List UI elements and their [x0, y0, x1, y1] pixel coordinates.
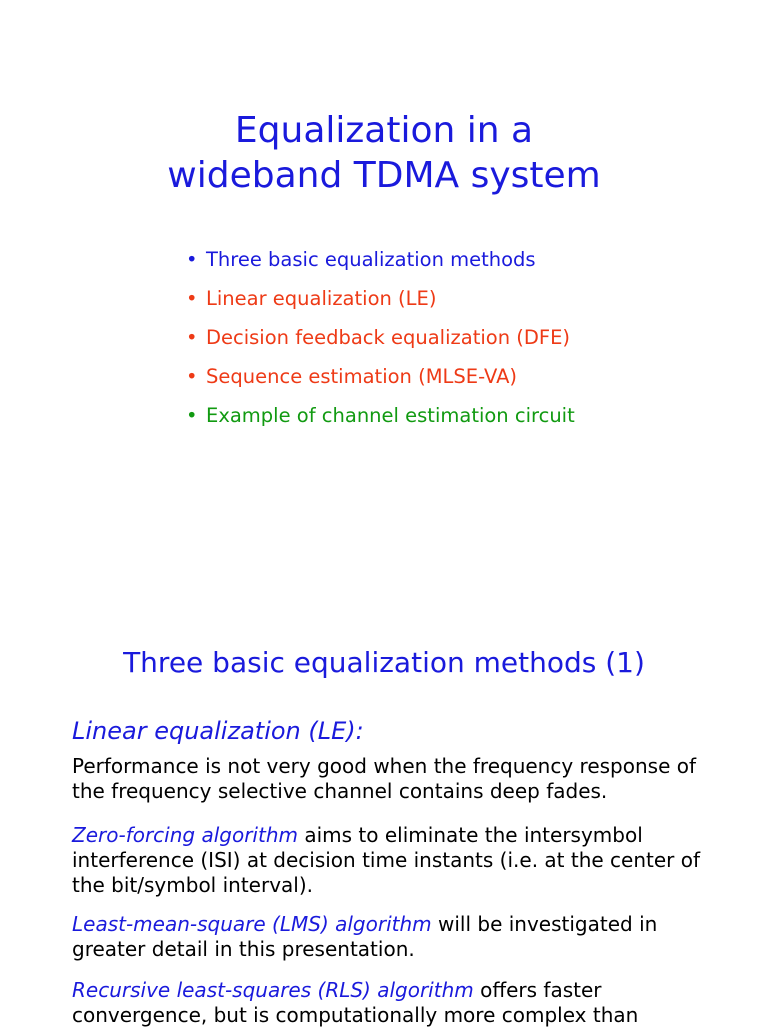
outline-item-le — [186, 285, 575, 324]
paragraph-zero-forcing — [72, 823, 732, 898]
bullet-icon: • — [186, 287, 198, 310]
outline-item-label: Sequence estimation (MLSE-VA) — [206, 365, 518, 388]
outline-item-label: Example of channel estimation circuit — [206, 404, 575, 427]
outline-item-dfe — [186, 324, 575, 363]
outline-item-channel-estimation — [186, 402, 575, 441]
paragraph-text: Performance is not very good when the frequency response of the frequency selective channel contains deep fades. — [72, 754, 697, 803]
slide-title-line-2: wideband TDMA system — [167, 155, 601, 196]
outline-item-label: Decision feedback equalization (DFE) — [206, 326, 571, 349]
outline-item-label: Linear equalization (LE) — [206, 287, 437, 310]
slide-title — [0, 108, 768, 198]
paragraph-lms — [72, 912, 732, 962]
outline-item-label: Three basic equalization methods — [206, 248, 536, 271]
section-subheading: Linear equalization (LE): — [72, 717, 364, 745]
paragraph-rls — [72, 978, 732, 1028]
section-heading: Three basic equalization methods (1) — [123, 646, 645, 679]
slide-title-line-1: Equalization in a — [234, 110, 534, 151]
paragraph-performance — [72, 754, 732, 804]
paragraph-term: Recursive least-squares (RLS) algorithm — [72, 978, 474, 1002]
paragraph-term: Least-mean-square (LMS) algorithm — [72, 912, 432, 936]
outline-item-methods — [186, 246, 575, 285]
bullet-icon: • — [186, 404, 198, 427]
bullet-icon: • — [186, 365, 198, 388]
bullet-icon: • — [186, 326, 198, 349]
paragraph-text: aims to eliminate the intersymbol interference (ISI) at decision time instants (i.e. at the center of the bit/symbol interval). — [72, 823, 701, 897]
paragraph-text: offers faster convergence, but is computationally more complex than — [72, 978, 639, 1027]
outline-list — [186, 246, 575, 441]
paragraph-term: Zero-forcing algorithm — [72, 823, 298, 847]
bullet-icon: • — [186, 248, 198, 271]
paragraph-text: will be investigated in greater detail in this presentation. — [72, 912, 658, 961]
outline-item-mlse — [186, 363, 575, 402]
